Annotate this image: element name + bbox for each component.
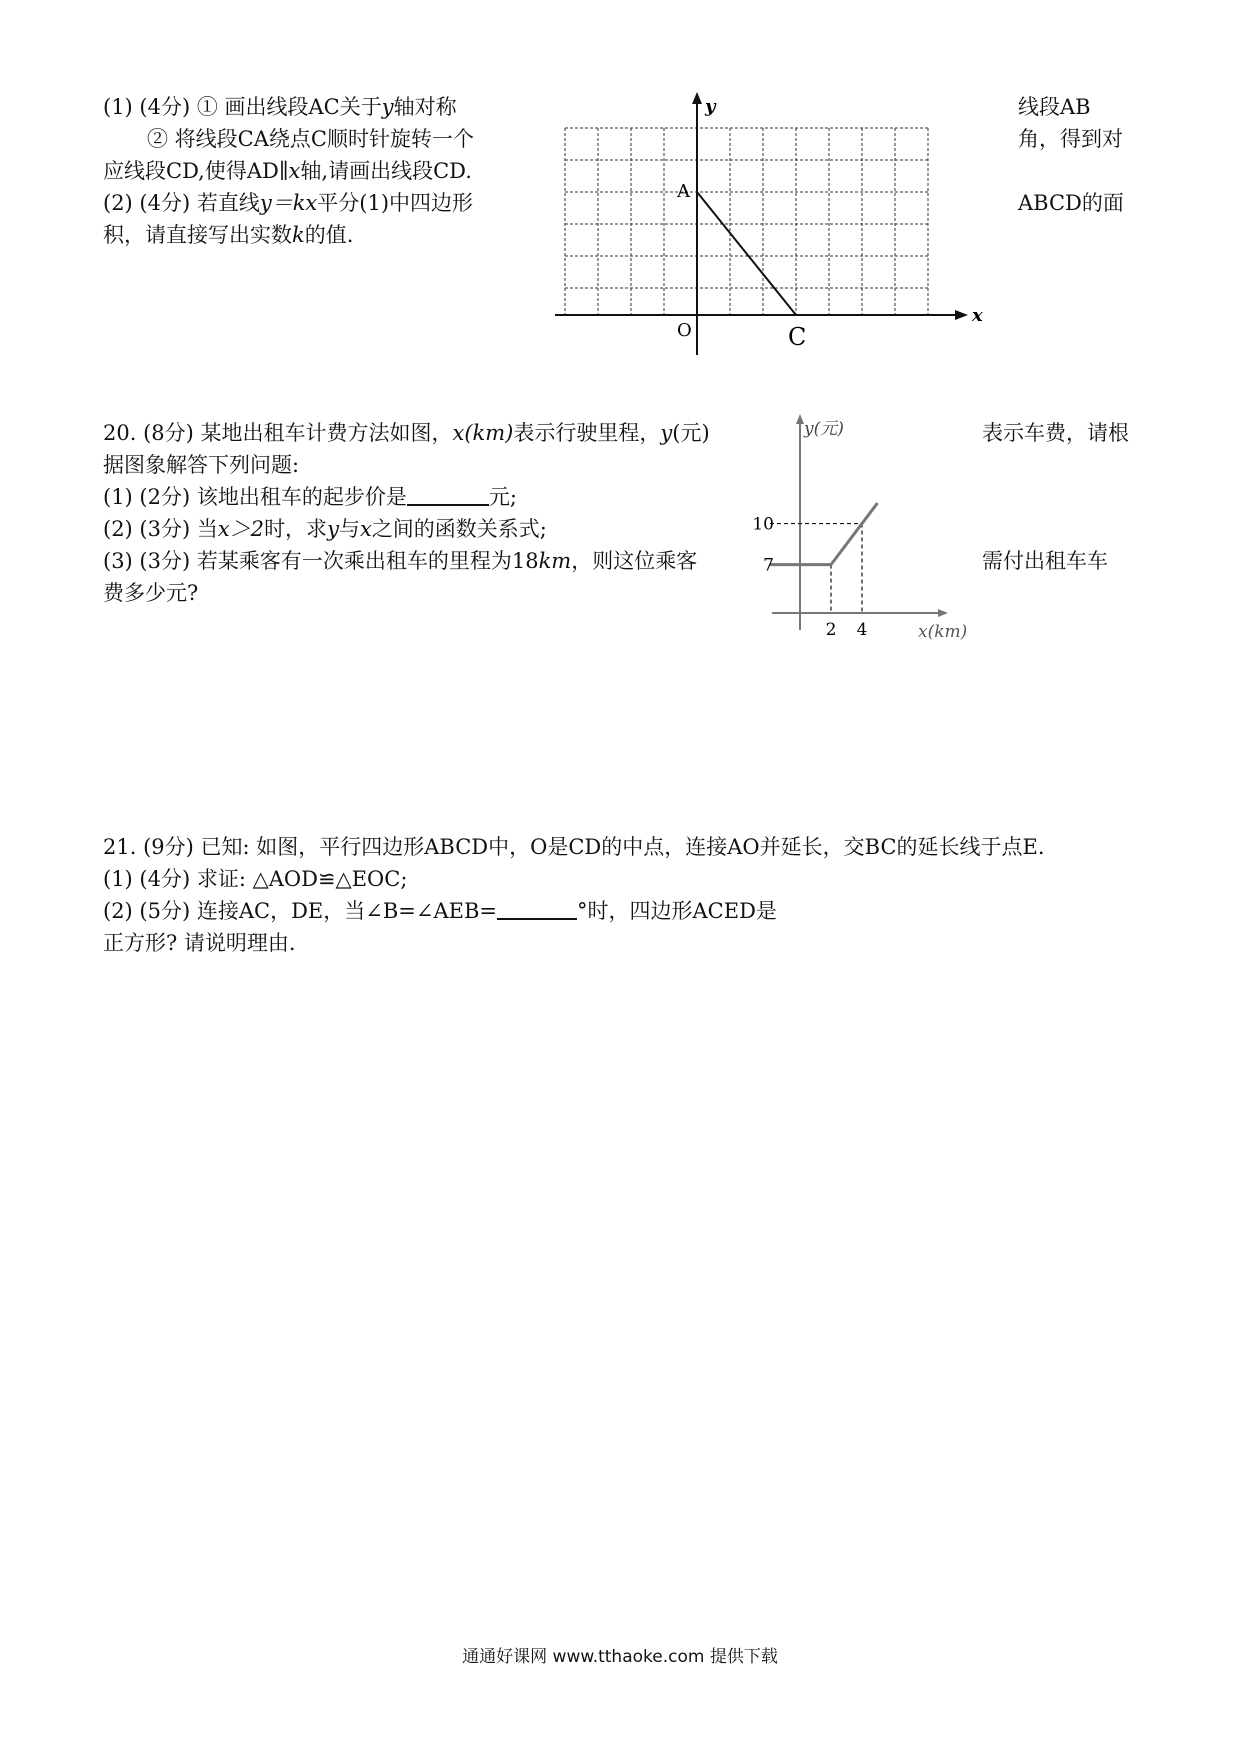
q20-line-4: (2) (3分) 当x＞2时，求y与x之间的函数关系式; xyxy=(103,517,547,541)
q20-line-6: 费多少元? xyxy=(103,581,199,605)
q19-line-4: (2) (4分) 若直线y＝kx平分(1)中四边形 xyxy=(103,191,474,215)
segment-ac xyxy=(697,192,796,315)
label-x-axis: x xyxy=(972,305,983,326)
x-tick-label-4: 4 xyxy=(856,620,868,640)
label-point-a: A xyxy=(677,181,690,202)
q20-line-1-right: 表示车费，请根 xyxy=(982,421,1129,445)
q19-line-2-right: 角，得到对 xyxy=(1018,127,1123,151)
q21-line-2: (1) (4分) 求证: △AOD≌△EOC; xyxy=(103,867,408,891)
q20-line-3: (1) (2分) 该地出租车的起步价是 元; xyxy=(103,482,517,512)
y-axis-arrow-icon xyxy=(692,92,702,104)
answer-blank-angle[interactable] xyxy=(497,896,577,920)
q20-line-2: 据图象解答下列问题: xyxy=(103,453,300,477)
label-origin-o: O xyxy=(677,320,692,341)
q21-line-4: 正方形? 请说明理由. xyxy=(103,931,296,955)
grid-lines xyxy=(565,128,928,315)
q20-line-5-right: 需付出租车车 xyxy=(982,549,1108,573)
answer-blank-start-price[interactable] xyxy=(407,482,489,506)
q21-line-1: 21. (9分) 已知: 如图，平行四边形ABCD中，O是CD的中点，连接AO并延长，交BC的延长线于点E. xyxy=(103,835,1045,859)
q19-line-4-right: ABCD的面 xyxy=(1018,191,1124,215)
fare-line xyxy=(770,503,878,565)
q20-fare-chart xyxy=(752,410,990,650)
chart-x-label: x(km) xyxy=(918,622,968,642)
q19-grid-figure xyxy=(540,90,983,360)
chart-y-axis-arrow-icon xyxy=(796,414,804,424)
q19-line-3: 应线段CD,使得AD∥x轴,请画出线段CD. xyxy=(103,159,472,183)
q19-line-1-right: 线段AB xyxy=(1018,95,1091,119)
chart-x-axis-arrow-icon xyxy=(938,609,948,617)
x-tick-label-2: 2 xyxy=(825,620,837,640)
q20-line-1: 20. (8分) 某地出租车计费方法如图，x(km)表示行驶里程，y(元) xyxy=(103,421,710,445)
y-tick-label-7: 7 xyxy=(763,555,774,576)
chart-y-label: y(元) xyxy=(804,419,844,439)
q19-line-1: (1) (4分) ① 画出线段AC关于y轴对称 xyxy=(103,95,457,119)
q21-line-3: (2) (5分) 连接AC，DE，当∠B=∠AEB= °时，四边形ACED是 xyxy=(103,896,777,926)
label-point-c: C xyxy=(788,323,807,351)
q20-line-5: (3) (3分) 若某乘客有一次乘出租车的里程为18km，则这位乘客 xyxy=(103,549,698,573)
label-y-axis: y xyxy=(705,96,716,117)
q19-line-2: ② 将线段CA绕点C顺时针旋转一个 xyxy=(147,127,474,151)
page-footer: 通通好课网 www.tthaoke.com 提供下载 xyxy=(462,1647,778,1667)
x-axis-arrow-icon xyxy=(955,310,968,320)
y-tick-label-10: 10 xyxy=(752,514,774,535)
q19-line-5: 积，请直接写出实数k的值. xyxy=(103,223,354,247)
